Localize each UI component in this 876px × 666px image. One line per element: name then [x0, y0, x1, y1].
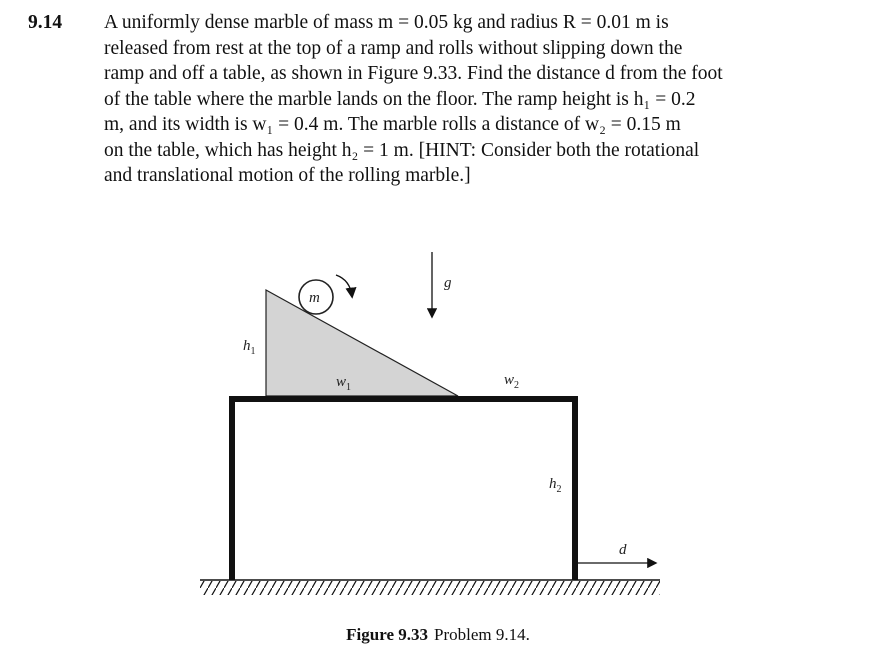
gravity-label: g	[444, 275, 452, 291]
ramp-width-label: $w_1$	[336, 374, 352, 393]
floor-hatching	[200, 581, 660, 595]
caption-label: Figure 9.33	[346, 625, 428, 644]
problem-line-2: released from rest at the top of a ramp and rolls without slipping down the	[104, 37, 683, 59]
caption-text: Problem 9.14.	[434, 625, 530, 644]
problem-number: 9.14	[28, 12, 63, 33]
table-height-label: $h_2$	[549, 476, 562, 495]
roll-distance-label: $w_2$	[504, 372, 520, 391]
problem-line-3: ramp and off a table, as shown in Figure 9.33. Find the distance d from the foot	[104, 63, 723, 84]
problem-line-7: and translational motion of the rolling marble.]	[104, 165, 471, 186]
figure-caption	[0, 625, 876, 645]
marble-label: m	[309, 290, 320, 306]
ramp	[266, 290, 458, 396]
rotation-arrow-icon	[336, 275, 352, 296]
problem-line-1: A uniformly dense marble of mass m = 0.05 kg and radius R = 0.01 m is	[104, 12, 669, 33]
ramp-height-label: $h_1$	[243, 338, 256, 357]
problem-line-6: on the table, which has height h₂ = 1 m. [HINT: Consider both the rotational	[104, 139, 700, 161]
problem-line-5: m, and its width is w₁ = 0.4 m. The marble rolls a distance of w₂ = 0.15 m	[104, 114, 681, 135]
problem-line-4: of the table where the marble lands on the floor. The ramp height is h₁ = 0.2	[104, 88, 696, 110]
distance-label: d	[619, 542, 627, 558]
